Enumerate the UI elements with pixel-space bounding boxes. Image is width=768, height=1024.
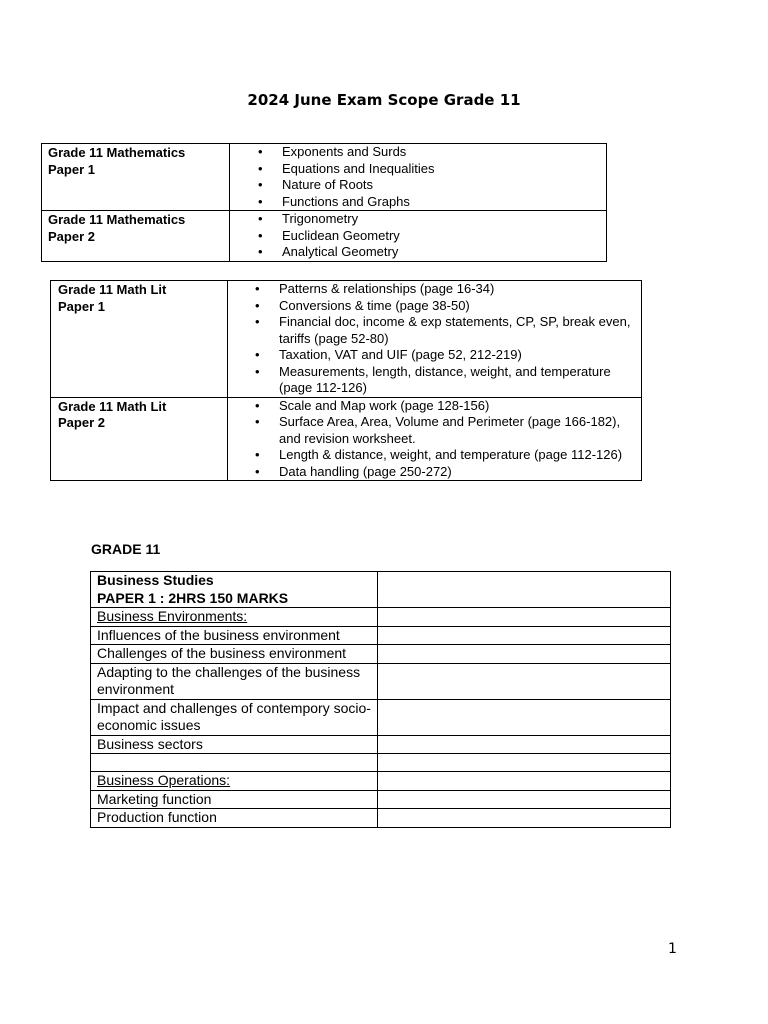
list-item: • Conversions & time (page 38-50): [228, 298, 635, 315]
paper-label: [42, 144, 230, 211]
empty-cell: [377, 754, 670, 772]
subject-label: Grade 11 Mathematics: [48, 145, 186, 160]
list-item: • Equations and Inequalities: [230, 161, 606, 178]
topic-cell: Impact and challenges of contempory socio-economic issues: [91, 699, 378, 735]
table-row: [51, 397, 642, 481]
table-row: [91, 699, 671, 735]
page-title: 2024 June Exam Scope Grade 11: [247, 91, 521, 109]
paper-label-text: Paper 2: [48, 228, 95, 244]
paper-label-text: Paper 1: [58, 298, 105, 314]
list-item: • Taxation, VAT and UIF (page 52, 212-219): [228, 347, 635, 364]
topic-cell: Adapting to the challenges of the business environment: [91, 663, 378, 699]
empty-cell: [377, 790, 670, 809]
topic-cell: Influences of the business environment: [91, 626, 378, 645]
list-item: • Length & distance, weight, and temperature (page 112-126): [228, 447, 635, 464]
topics-cell: [230, 211, 607, 262]
table-row: [91, 772, 671, 791]
list-item: • Trigonometry: [230, 211, 606, 228]
table-header-cell: [91, 572, 378, 608]
topics-cell: [230, 144, 607, 211]
subject-label: Grade 11 Math Lit: [58, 282, 167, 297]
list-item: • Measurements, length, distance, weight, and temperature (page 112-126): [228, 364, 635, 397]
math-lit-table: [50, 280, 642, 481]
paper-label: [51, 281, 228, 398]
subject-label: Grade 11 Mathematics: [48, 212, 186, 227]
empty-cell: [377, 572, 670, 608]
table-row: [91, 735, 671, 754]
list-item: • Data handling (page 250-272): [228, 464, 635, 481]
list-item: • Exponents and Surds: [230, 144, 606, 161]
paper-label: [42, 211, 230, 262]
table-row: [91, 572, 671, 608]
topic-cell: Challenges of the business environment: [91, 645, 378, 664]
empty-cell: [377, 772, 670, 791]
empty-cell: [377, 663, 670, 699]
paper-label-text: Paper 1: [48, 161, 95, 177]
paper-label: [51, 397, 228, 481]
table-row: [91, 608, 671, 627]
topic-cell: Business sectors: [91, 735, 378, 754]
table-row: [91, 790, 671, 809]
list-item: • Euclidean Geometry: [230, 228, 606, 245]
table-row: [91, 663, 671, 699]
list-item: • Functions and Graphs: [230, 194, 606, 211]
table-row: [91, 645, 671, 664]
list-item: • Surface Area, Area, Volume and Perimeter (page 166-182), and revision worksheet.: [228, 414, 635, 447]
grade-heading: GRADE 11: [91, 541, 161, 557]
list-item: • Patterns & relationships (page 16-34): [228, 281, 635, 298]
topic-cell: Marketing function: [91, 790, 378, 809]
paper-info: PAPER 1 : 2HRS 150 MARKS: [97, 589, 289, 606]
page-number: 1: [668, 941, 677, 957]
topics-cell: [228, 281, 642, 398]
empty-cell: [377, 699, 670, 735]
table-row: [91, 626, 671, 645]
topics-cell: [228, 397, 642, 481]
table-row: [42, 144, 607, 211]
subject-label: Grade 11 Math Lit: [58, 398, 167, 414]
topic-cell: Production function: [91, 809, 378, 828]
empty-cell: [377, 809, 670, 828]
list-item: • Financial doc, income & exp statements, CP, SP, break even, tariffs (page 52-80): [228, 314, 635, 347]
table-row: [91, 809, 671, 828]
list-item: • Nature of Roots: [230, 177, 606, 194]
business-studies-table: [90, 571, 671, 828]
empty-cell: [91, 754, 378, 772]
empty-cell: [377, 645, 670, 664]
list-item: • Analytical Geometry: [230, 244, 606, 261]
section-heading: Business Environments:: [91, 608, 378, 627]
empty-cell: [377, 608, 670, 627]
paper-label-text: Paper 2: [58, 415, 105, 430]
empty-cell: [377, 735, 670, 754]
table-row: [51, 281, 642, 398]
mathematics-table: [41, 143, 607, 262]
section-heading: Business Operations:: [91, 772, 378, 791]
subject-title: Business Studies: [97, 572, 214, 588]
table-row: [42, 211, 607, 262]
table-row: [91, 754, 671, 772]
list-item: • Scale and Map work (page 128-156): [228, 398, 635, 415]
empty-cell: [377, 626, 670, 645]
